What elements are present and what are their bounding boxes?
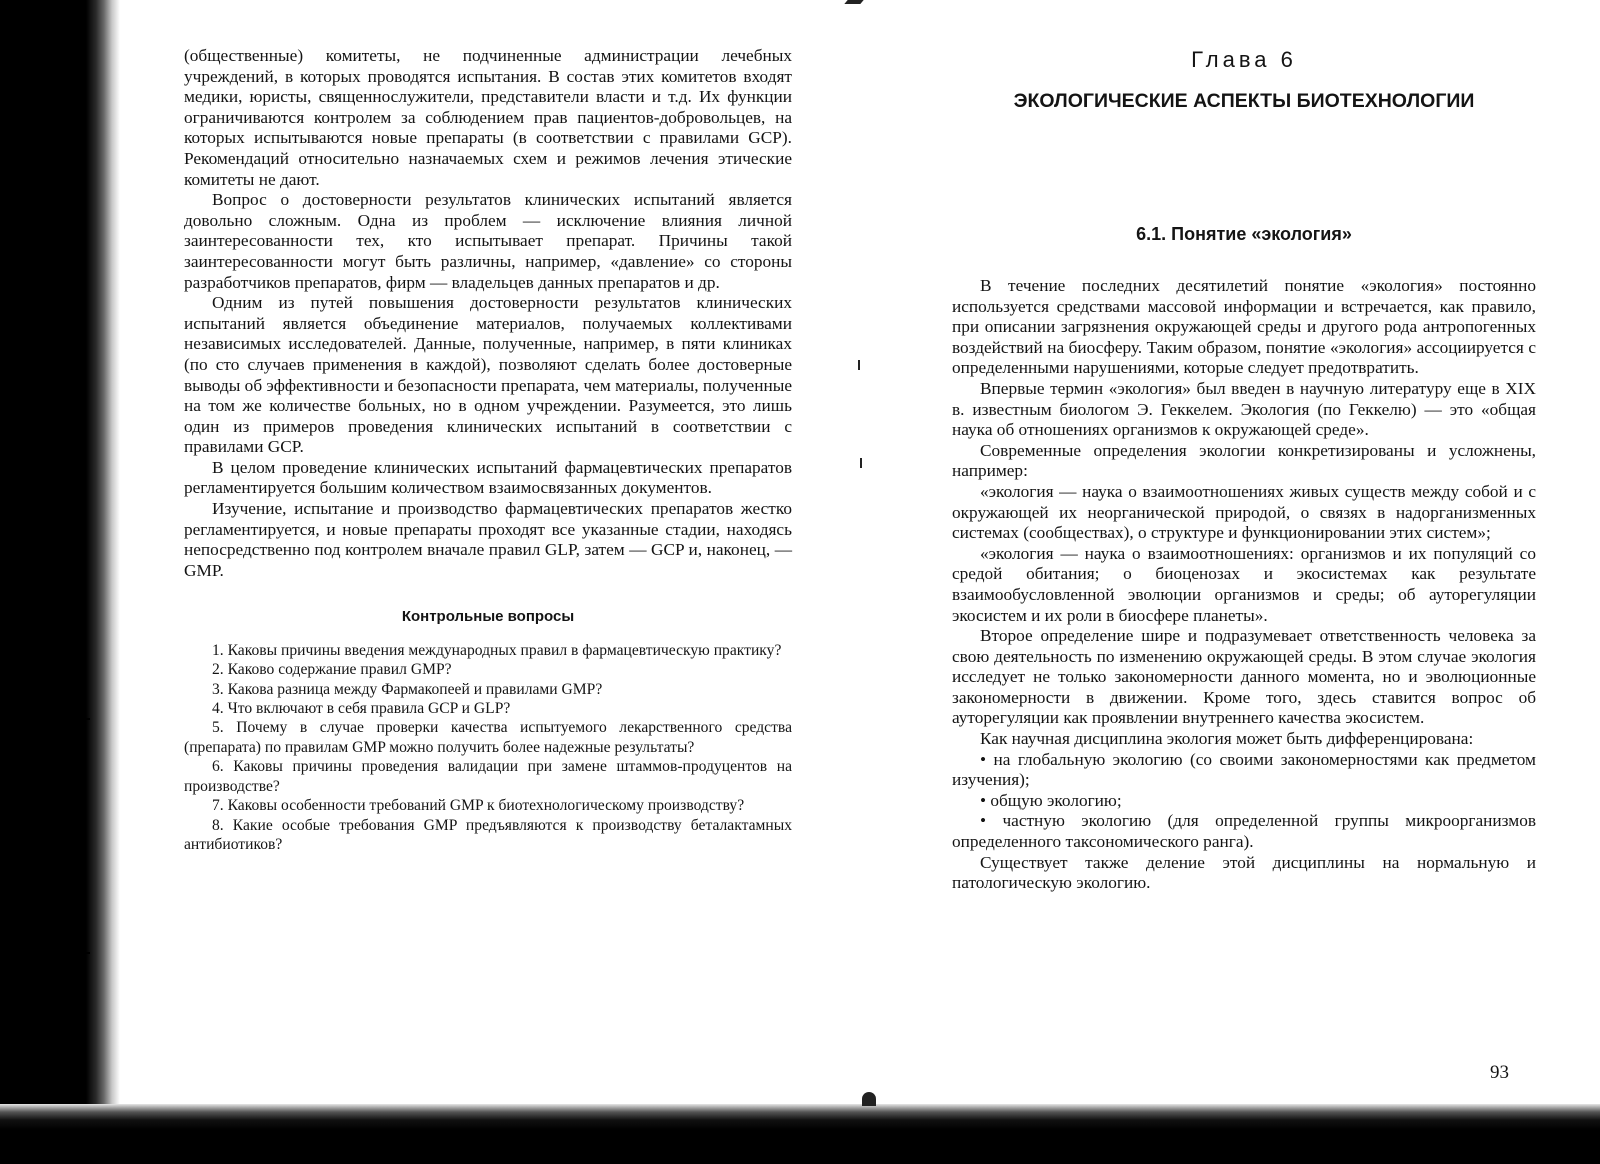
questions-title: Контрольные вопросы xyxy=(401,608,575,626)
list-item: • на глобальную экологию (со своими закономерностями как предметом изучения); xyxy=(952,749,1536,790)
paragraph: (общественные) комитеты, не подчиненные администрации лечебных учреждений, в которых проводятся испытания. В состав этих комитетов входят медики, юристы, священнослужители, представители власти и т.д. Их функции ограничиваются контролем за соблюдением прав пациентов-добровольцев, на которых испытываются новые препараты (в соответствии с правилами GCP). Рекомендаций относительно назначаемых схем и режимов лечения этические комитеты не дают. xyxy=(184,46,792,189)
paragraph: Одним из путей повышения достоверности результатов клинических испытаний является объединение материалов, получаемых коллективами независимых исследователей. Данные, полученные, например, в пяти клиниках (по сто случаев применения в каждой), позволяют сделать более достоверные выводы об эффективности и безопасности препарата, чем материалы, полученные на том же количестве больных, но в одном учреждении. Разумеется, это лишь один из примеров проведения клинических испытаний в соответствии с правилами GCP. xyxy=(184,293,792,457)
question-item: 3. Какова разница между Фармакопеей и правилами GMP? xyxy=(212,680,603,698)
review-questions xyxy=(184,607,792,854)
question-item: 8. Какие особые требования GMP предъявляются к производству беталактамных антибиотиков? xyxy=(184,816,792,853)
gutter-mark xyxy=(858,360,860,370)
chapter-label: Глава 6 xyxy=(1191,47,1297,72)
question-item: 1. Каковы причины введения международных правил в фармацевтическую практику? xyxy=(212,641,782,659)
left-page xyxy=(184,46,792,854)
paragraph: Вопрос о достоверности результатов клинических испытаний является довольно сложным. Одна из проблем — исключение влияния личной заинтересованности тех, кто испытывает препарат. Причины такой заинтересованности могут быть различны, например, «давление» со стороны разработчиков препаратов, фирм — владельцев данных препаратов и др. xyxy=(184,190,792,292)
question-item: 2. Каково содержание правил GMP? xyxy=(212,661,452,679)
paragraph: Второе определение шире и подразумевает ответственность человека за свою деятельность по изменению окружающей среды. В этом случае экология исследует не только закономерности данного момента, но и эволюционные закономерности в движении. Кроме того, здесь ставится вопрос об ауторегуляции как проявлении внутреннего качества экосистем. xyxy=(952,626,1536,728)
scan-shadow-bottom xyxy=(0,1104,1600,1164)
page-number: 93 xyxy=(1490,1062,1509,1083)
question-item: 5. Почему в случае проверки качества испытуемого лекарственного средства (препарата) по правилам GMP можно получить более надежные результаты? xyxy=(184,719,792,756)
paragraph: Как научная дисциплина экология может быть дифференцирована: xyxy=(980,729,1474,749)
gutter-mark xyxy=(844,0,863,4)
gutter-mark xyxy=(860,458,862,468)
question-item: 4. Что включают в себя правила GCP и GLP? xyxy=(212,700,511,718)
chapter-title: ЭКОЛОГИЧЕСКИЕ АСПЕКТЫ БИОТЕХНОЛОГИИ xyxy=(1013,90,1475,112)
question-item: 6. Каковы причины проведения валидации при замене штаммов-продуцентов на производстве? xyxy=(184,758,792,795)
section-title: 6.1. Понятие «экология» xyxy=(1136,224,1352,244)
paragraph: В течение последних десятилетий понятие «экология» постоянно используется средствами массовой информации и встречается, как правило, при описании загрязнения окружающей среды и другого рода антропогенных воздействий на биосферу. Таким образом, понятие «экология» ассоциируется с определенными нарушениями, которые следует предотвратить. xyxy=(952,276,1536,378)
scan-line xyxy=(64,952,90,954)
list-item: • общую экологию; xyxy=(980,790,1122,810)
paragraph: Впервые термин «экология» был введен в научную литературу еще в XIX в. известным биологом Э. Геккелем. Экология (по Геккелю) — это «общая наука об отношениях организмов к окружающей среде». xyxy=(952,378,1536,440)
gutter-mark xyxy=(862,1092,876,1106)
paragraph: Изучение, испытание и производство фармацевтических препаратов жестко регламентируется, и новые препараты проходят все указанные стадии, находясь непосредственно под контролем вначале правил GLP, затем — GCP и, наконец, — GMP. xyxy=(184,499,792,580)
paragraph: В целом проведение клинических испытаний фармацевтических препаратов регламентируется большим количеством взаимосвязанных документов. xyxy=(184,457,792,498)
paragraph: «экология — наука о взаимоотношениях: организмов и их популяций со средой обитания; о биоценозах и экосистемах как результате взаимообусловленной эволюции организмов и среды; об ауторегуляции экосистем и их роли в биосфере планеты». xyxy=(952,543,1536,625)
paragraph: «экология — наука о взаимоотношениях живых существ между собой и с окружающей их неорганической природой, о связях в надорганизменных системах (сообществах), о структуре и функционировании этих систем»; xyxy=(952,481,1536,543)
paragraph: Существует также деление этой дисциплины на нормальную и патологическую экологию. xyxy=(952,852,1536,893)
paragraph: Современные определения экологии конкретизированы и усложнены, например: xyxy=(952,440,1536,481)
question-item: 7. Каковы особенности требований GMP к биотехнологическому производству? xyxy=(212,797,745,815)
right-page xyxy=(952,46,1536,894)
scan-shadow-left xyxy=(0,0,120,1164)
scan-line xyxy=(64,718,90,720)
list-item: • частную экологию (для определенной группы микроорганизмов определенного таксономического ранга). xyxy=(952,811,1536,852)
